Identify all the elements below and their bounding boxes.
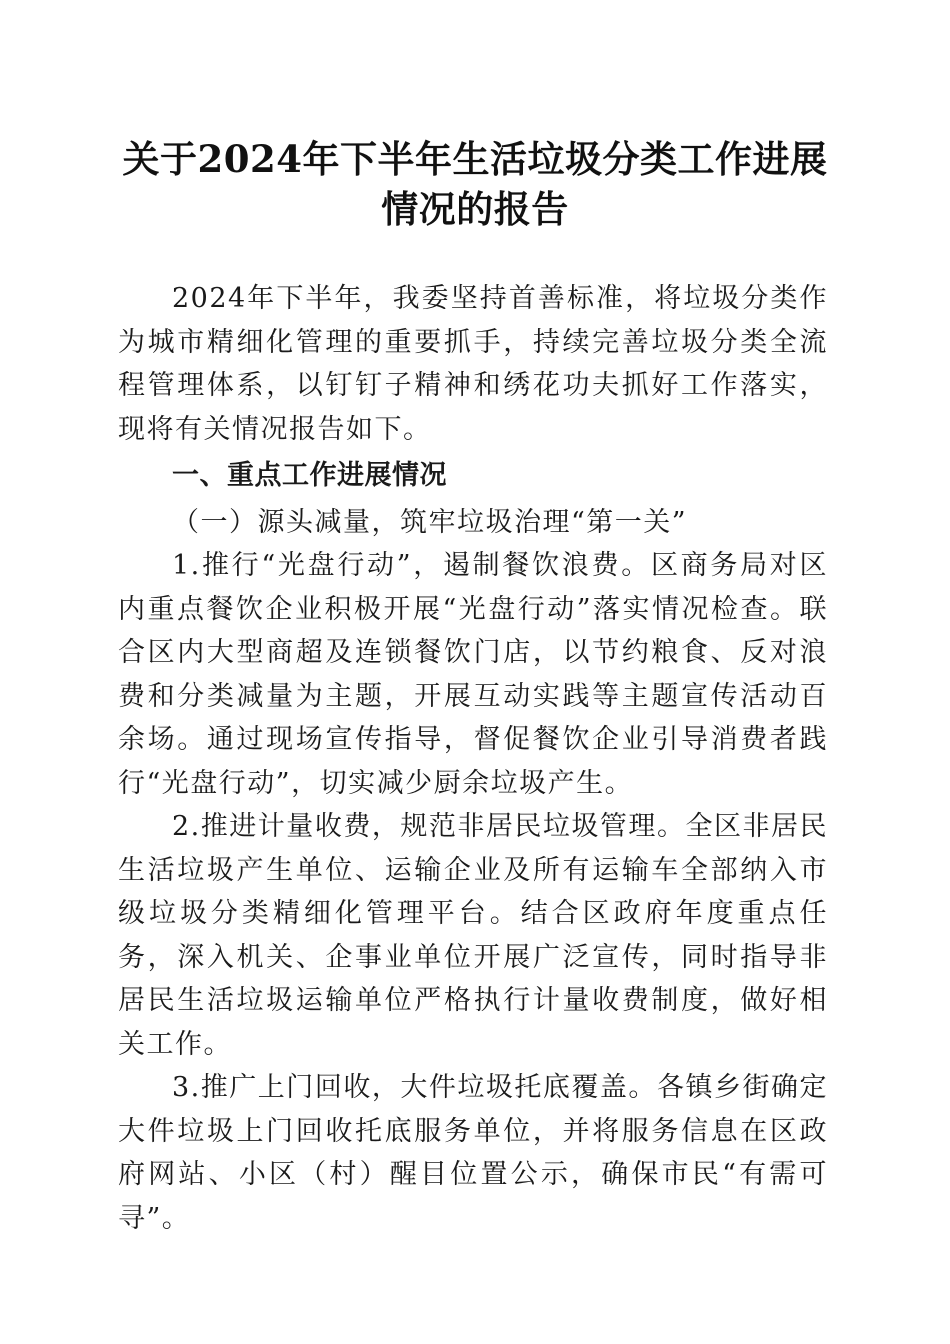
item-paragraph-3: 3.推广上门回收，大件垃圾托底覆盖。各镇乡街确定大件垃圾上门回收托底服务单位，并将服务信息在区政府网站、小区（村）醒目位置公示，确保市民“有需可寻”。: [118, 1072, 828, 1234]
item-paragraph-2: 2.推进计量收费，规范非居民垃圾管理。全区非居民生活垃圾产生单位、运输企业及所有运输车全部纳入市级垃圾分类精细化管理平台。结合区政府年度重点任务，深入机关、企事业单位开展广泛宣传，同时指导非居民生活垃圾运输单位严格执行计量收费制度，做好相关工作。: [118, 811, 828, 1060]
intro-paragraph: 2024年下半年，我委坚持首善标准，将垃圾分类作为城市精细化管理的重要抓手，持续完善垃圾分类全流程管理体系，以钉钉子精神和绣花功夫抓好工作落实，现将有关情况报告如下。: [118, 283, 828, 445]
subsection-heading-1: （一）源头减量，筑牢垃圾治理“第一关”: [172, 506, 688, 538]
document-title: 关于2024年下半年生活垃圾分类工作进展情况的报告: [122, 137, 828, 231]
section-heading-1: 一、重点工作进展情况: [172, 460, 447, 491]
item-paragraph-1: 1.推行“光盘行动”，遏制餐饮浪费。区商务局对区内重点餐饮企业积极开展“光盘行动”落实情况检查。联合区内大型商超及连锁餐饮门店，以节约粮食、反对浪费和分类减量为主题，开展互动实践等主题宣传活动百余场。通过现场宣传指导，督促餐饮企业引导消费者践行“光盘行动”，切实减少厨余垃圾产生。: [118, 550, 828, 799]
document-body: [118, 277, 828, 1240]
